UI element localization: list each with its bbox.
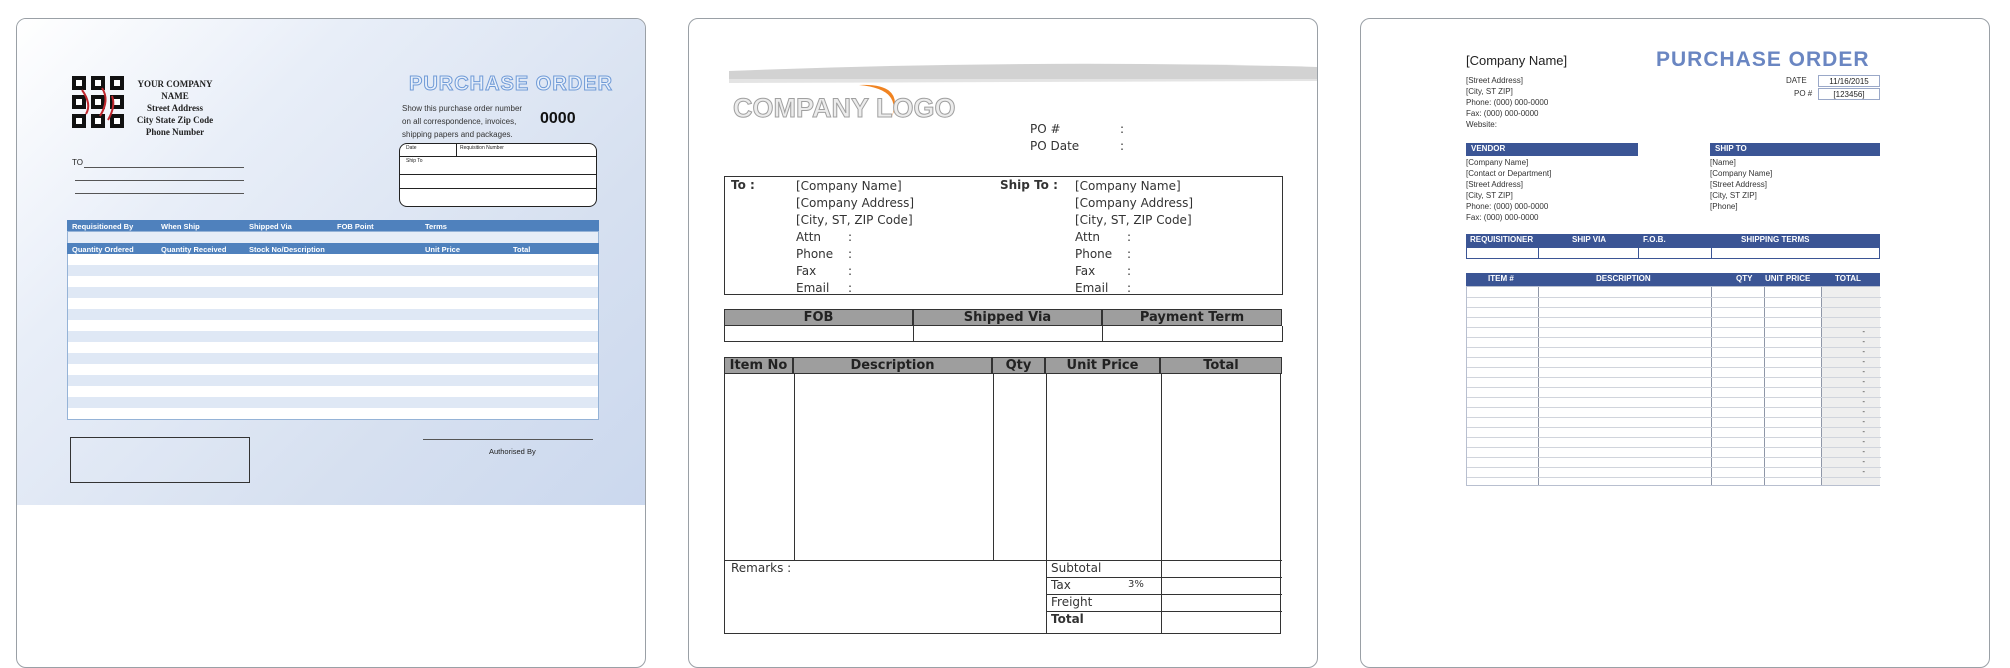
row-total: - <box>1862 447 1865 456</box>
date-label: Date <box>406 145 417 151</box>
items-grid <box>67 254 599 420</box>
document-title: PURCHASE ORDER <box>1656 48 1870 71</box>
col-fob-point: FOB Point <box>337 222 374 231</box>
ship-to-label: Ship To : <box>1000 178 1058 192</box>
table-row[interactable] <box>1467 467 1881 478</box>
to-city-state-zip: [City, ST, ZIP Code] <box>796 213 913 227</box>
row-total: - <box>1862 407 1865 416</box>
col-item-number: ITEM # <box>1488 274 1514 283</box>
col-qty-ordered: Quantity Ordered <box>72 245 134 254</box>
col-stock-description: Stock No/Description <box>249 245 325 254</box>
vendor-contact: [Contact or Department] <box>1466 169 1552 178</box>
signature-line <box>423 439 593 440</box>
po-note <box>402 102 542 141</box>
shipping-terms-row[interactable] <box>724 326 1283 342</box>
row-total: - <box>1862 367 1865 376</box>
col-ship-via: SHIP VIA <box>1572 235 1607 244</box>
col-when-ship: When Ship <box>161 222 200 231</box>
vendor-block <box>1466 157 1551 223</box>
template-card-1[interactable] <box>16 18 646 668</box>
col-unit-price: Unit Price <box>425 245 461 254</box>
col-shipped-via: Shipped Via <box>913 309 1102 326</box>
fax: Fax: (000) 000-0000 <box>1466 109 1539 118</box>
subtotal-label: Subtotal <box>1051 561 1102 575</box>
col-description: Description <box>793 357 992 374</box>
date-field[interactable]: 11/16/2015 <box>1818 75 1880 87</box>
col-fob: F.O.B. <box>1643 235 1666 244</box>
colon: : <box>1120 139 1125 153</box>
company-block <box>125 78 225 138</box>
col-total: TOTAL <box>1835 274 1861 283</box>
ship-attn: Attn : <box>1075 230 1132 244</box>
to-line <box>75 193 244 194</box>
to-line <box>84 167 244 168</box>
col-shipping-terms: SHIPPING TERMS <box>1741 235 1810 244</box>
company-address <box>1466 75 1548 130</box>
vendor-company: [Company Name] <box>1466 158 1529 167</box>
ship-to-block <box>1710 157 1772 212</box>
template-card-2[interactable] <box>688 18 1318 668</box>
col-qty: Qty <box>992 357 1045 374</box>
company-city: City State Zip Code <box>136 115 214 125</box>
info-box <box>399 143 597 207</box>
date-label: DATE <box>1786 76 1807 85</box>
company-street: Street Address <box>147 103 203 113</box>
col-terms: Terms <box>425 222 447 231</box>
requisition-header-bar <box>67 220 599 231</box>
company-logo <box>72 76 124 128</box>
colon: : <box>1120 122 1125 136</box>
ship-phone: Phone : <box>1075 247 1132 261</box>
row-total: - <box>1862 397 1865 406</box>
row-total: - <box>1862 357 1865 366</box>
to-fax: Fax : <box>796 264 853 278</box>
items-table-body[interactable] <box>724 374 1281 634</box>
ship-city: [City, ST ZIP] <box>1710 191 1757 200</box>
po-field[interactable]: [123456] <box>1818 88 1880 100</box>
template-card-3[interactable] <box>1360 18 1990 668</box>
authorised-by-label: Authorised By <box>489 447 536 456</box>
to-company-address: [Company Address] <box>796 196 915 210</box>
col-qty-received: Quantity Received <box>161 245 227 254</box>
col-unit-price: Unit Price <box>1045 357 1160 374</box>
row-total: - <box>1862 327 1865 336</box>
col-qty: QTY <box>1736 274 1753 283</box>
po-label: PO # <box>1794 89 1813 98</box>
row-total: - <box>1862 337 1865 346</box>
col-shipped-via: Shipped Via <box>249 222 292 231</box>
to-line <box>75 180 244 181</box>
to-label: TO <box>72 158 83 167</box>
company-logo-text: COMPANY LOGO <box>733 93 956 123</box>
po-number-label: PO # <box>1030 122 1061 136</box>
phone: Phone: (000) 000-0000 <box>1466 98 1549 107</box>
website: Website: <box>1466 120 1497 129</box>
city-state-zip: [City, ST ZIP] <box>1466 87 1513 96</box>
col-unit-price: UNIT PRICE <box>1765 274 1811 283</box>
street-address: [Street Address] <box>1466 76 1523 85</box>
ship-name: [Name] <box>1710 158 1736 167</box>
notes-box[interactable] <box>70 437 250 483</box>
row-total: - <box>1862 417 1865 426</box>
shipping-row[interactable] <box>1466 247 1880 259</box>
ship-email: Email : <box>1075 281 1132 295</box>
po-date-label: PO Date <box>1030 139 1080 153</box>
ship-to-label: Ship To <box>406 158 423 164</box>
col-total: Total <box>1160 357 1282 374</box>
tax-label: Tax <box>1051 578 1071 592</box>
total-label: Total <box>1051 612 1084 626</box>
company-phone: Phone Number <box>145 127 205 137</box>
col-fob: FOB <box>724 309 913 326</box>
shipping-header-bar <box>1466 234 1880 247</box>
col-requisitioned-by: Requisitioned By <box>72 222 134 231</box>
col-requisitioner: REQUISITIONER <box>1470 235 1534 244</box>
requisition-label: Requisition Number <box>460 145 504 151</box>
vendor-phone: Phone: (000) 000-0000 <box>1466 202 1549 211</box>
col-item-no: Item No <box>724 357 793 374</box>
company-name: [Company Name] <box>1466 53 1568 68</box>
ship-company: [Company Name] <box>1710 169 1773 178</box>
po-note-line: shipping papers and packages. <box>402 130 513 139</box>
vendor-street: [Street Address] <box>1466 180 1523 189</box>
ship-to-header: SHIP TO <box>1710 143 1880 156</box>
items-header-bar <box>67 243 599 254</box>
items-table[interactable] <box>1466 286 1880 486</box>
row-total: - <box>1862 427 1865 436</box>
ship-phone: [Phone] <box>1710 202 1738 211</box>
to-address <box>796 178 914 297</box>
po-note-line: Show this purchase order number <box>402 104 523 113</box>
to-attn: Attn : <box>796 230 853 244</box>
ship-fax: Fax : <box>1075 264 1132 278</box>
vendor-header: VENDOR <box>1466 143 1638 156</box>
row-total: - <box>1862 387 1865 396</box>
ship-company-name: [Company Name] <box>1075 179 1181 193</box>
ship-to-address <box>1075 178 1193 297</box>
freight-label: Freight <box>1051 595 1093 609</box>
po-note-line: on all correspondence, invoices, <box>402 117 517 126</box>
to-label: To : <box>731 178 755 192</box>
vendor-fax: Fax: (000) 000-0000 <box>1466 213 1539 222</box>
remarks-label: Remarks : <box>731 561 792 575</box>
ship-company-address: [Company Address] <box>1075 196 1194 210</box>
row-total: - <box>1862 377 1865 386</box>
to-phone: Phone : <box>796 247 853 261</box>
col-description: DESCRIPTION <box>1596 274 1651 283</box>
company-name: YOUR COMPANY NAME <box>137 79 213 101</box>
tax-rate: 3% <box>1128 579 1144 590</box>
to-company-name: [Company Name] <box>796 179 902 193</box>
to-email: Email : <box>796 281 853 295</box>
vendor-city: [City, ST ZIP] <box>1466 191 1513 200</box>
col-payment-term: Payment Term <box>1102 309 1282 326</box>
document-title: PURCHASE ORDER <box>409 73 614 95</box>
col-total: Total <box>513 245 531 254</box>
row-total: - <box>1862 437 1865 446</box>
row-total: - <box>1862 457 1865 466</box>
ship-street: [Street Address] <box>1710 180 1767 189</box>
items-header-bar <box>1466 273 1880 286</box>
po-number: 0000 <box>540 110 576 127</box>
row-total: - <box>1862 347 1865 356</box>
row-total: - <box>1862 467 1865 476</box>
ship-city-state-zip: [City, ST, ZIP Code] <box>1075 213 1192 227</box>
table-row[interactable] <box>68 408 598 419</box>
